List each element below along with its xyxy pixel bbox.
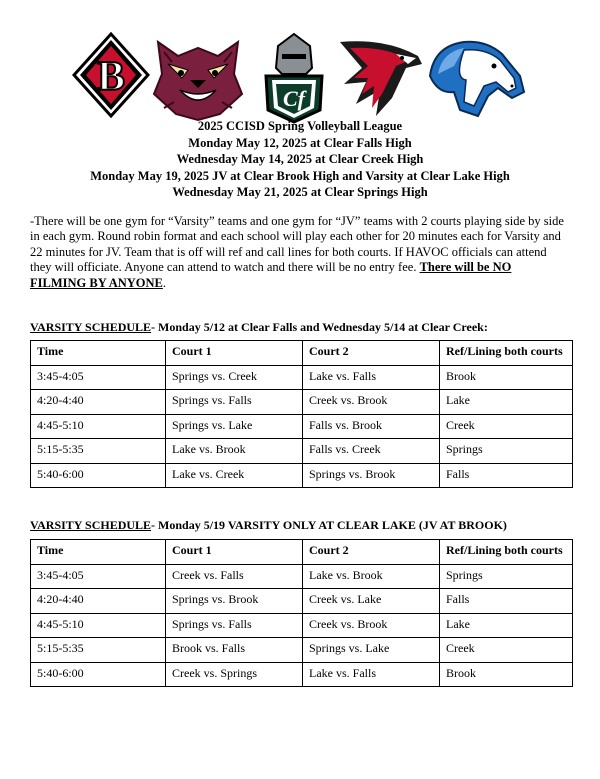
col-header-court2: Court 2 <box>303 540 440 565</box>
header-line-1: Monday May 12, 2025 at Clear Falls High <box>188 135 412 150</box>
cell-court2: Creek vs. Brook <box>303 390 440 415</box>
cell-ref: Lake <box>440 613 573 638</box>
table-row <box>31 365 573 390</box>
cell-time: 5:15-5:35 <box>31 439 166 464</box>
cell-court2: Lake vs. Falls <box>303 365 440 390</box>
table-row <box>31 662 573 687</box>
brook-logo <box>72 32 150 118</box>
header-line-4: Wednesday May 21, 2025 at Clear Springs High <box>172 185 428 199</box>
schedule1-table <box>30 340 573 488</box>
cell-court1: Springs vs. Lake <box>166 414 303 439</box>
cell-ref: Creek <box>440 414 573 439</box>
table-row <box>31 613 573 638</box>
cell-court1: Springs vs. Brook <box>166 589 303 614</box>
schedule2-title-detail: - Monday 5/19 VARSITY ONLY AT CLEAR LAKE (JV AT BROOK) <box>151 518 507 532</box>
logo-row <box>0 32 600 124</box>
header-line-2: Wednesday May 14, 2025 at Clear Creek High <box>176 152 424 166</box>
cell-ref: Springs <box>440 439 573 464</box>
table-row <box>31 564 573 589</box>
table-row <box>31 390 573 415</box>
cell-time: 5:40-6:00 <box>31 463 166 488</box>
col-header-time: Time <box>31 341 166 366</box>
table-row <box>31 589 573 614</box>
col-header-court1: Court 1 <box>166 341 303 366</box>
cell-time: 5:15-5:35 <box>31 638 166 663</box>
cell-ref: Falls <box>440 589 573 614</box>
cell-ref: Springs <box>440 564 573 589</box>
cell-ref: Lake <box>440 390 573 415</box>
schedule1-title-detail: - Monday 5/12 at Clear Falls and Wednesday 5/14 at Clear Creek: <box>151 320 488 334</box>
cell-court1: Springs vs. Falls <box>166 613 303 638</box>
cell-court1: Lake vs. Brook <box>166 439 303 464</box>
table-row <box>31 439 573 464</box>
header-line-3: Monday May 19, 2025 JV at Clear Brook High and Varsity at Clear Lake High <box>90 168 510 183</box>
no-filming-notice: There will be NO FILMING BY ANYONE <box>30 260 512 290</box>
schedule2-table <box>30 539 573 687</box>
cell-court1: Creek vs. Falls <box>166 564 303 589</box>
col-header-ref: Ref/Lining both courts <box>440 540 573 565</box>
cell-court1: Brook vs. Falls <box>166 638 303 663</box>
falcon-logo <box>336 38 424 118</box>
col-header-court2: Court 2 <box>303 341 440 366</box>
knight-logo <box>254 32 334 124</box>
cell-court2: Creek vs. Lake <box>303 589 440 614</box>
cell-time: 3:45-4:05 <box>31 564 166 589</box>
cell-court1: Creek vs. Springs <box>166 662 303 687</box>
cell-court1: Springs vs. Falls <box>166 390 303 415</box>
knight-logo-letters: Cf <box>283 86 305 111</box>
cell-court2: Creek vs. Brook <box>303 613 440 638</box>
cell-court2: Falls vs. Brook <box>303 414 440 439</box>
cell-court1: Lake vs. Creek <box>166 463 303 488</box>
schedule1-title <box>30 320 488 335</box>
table-row <box>31 414 573 439</box>
schedule2-title-label: VARSITY SCHEDULE <box>30 518 152 532</box>
table-header-row <box>31 540 573 565</box>
league-header <box>0 118 600 201</box>
intro-tail: . <box>162 275 167 290</box>
cell-time: 4:20-4:40 <box>31 589 166 614</box>
table-row <box>31 638 573 663</box>
cell-court2: Lake vs. Brook <box>303 564 440 589</box>
cell-court2: Falls vs. Creek <box>303 439 440 464</box>
cell-court2: Springs vs. Brook <box>303 463 440 488</box>
cell-ref: Creek <box>440 638 573 663</box>
schedule2-title <box>30 518 507 533</box>
wildcat-logo <box>150 34 246 122</box>
cell-court2: Lake vs. Falls <box>303 662 440 687</box>
brook-logo-letter: B <box>96 54 126 100</box>
table-header-row <box>31 341 573 366</box>
cell-ref: Brook <box>440 662 573 687</box>
cell-time: 4:45-5:10 <box>31 613 166 638</box>
cell-time: 5:40-6:00 <box>31 662 166 687</box>
col-header-time: Time <box>31 540 166 565</box>
header-title: 2025 CCISD Spring Volleyball League <box>197 119 403 133</box>
col-header-court1: Court 1 <box>166 540 303 565</box>
col-header-ref: Ref/Lining both courts <box>440 341 573 366</box>
cell-time: 4:45-5:10 <box>31 414 166 439</box>
cell-court1: Springs vs. Creek <box>166 365 303 390</box>
cell-court2: Springs vs. Lake <box>303 638 440 663</box>
intro-text: -There will be one gym for “Varsity” teams and one gym for “JV” teams with 2 courts playing side by side in each gym. Round robin format and each school will play each other for 20 minutes each for Varsity and 22 minutes for JV. Team that is off will ref and call lines for both courts. If HAVOC officials can attend they will officiate. Anyone can attend to watch and there will be no entry fee. <box>30 214 564 275</box>
table-row <box>31 463 573 488</box>
cell-time: 4:20-4:40 <box>31 390 166 415</box>
schedule1-title-label: VARSITY SCHEDULE <box>30 320 152 334</box>
intro-paragraph <box>30 214 570 291</box>
mustang-logo <box>424 36 528 120</box>
cell-ref: Brook <box>440 365 573 390</box>
cell-ref: Falls <box>440 463 573 488</box>
cell-time: 3:45-4:05 <box>31 365 166 390</box>
